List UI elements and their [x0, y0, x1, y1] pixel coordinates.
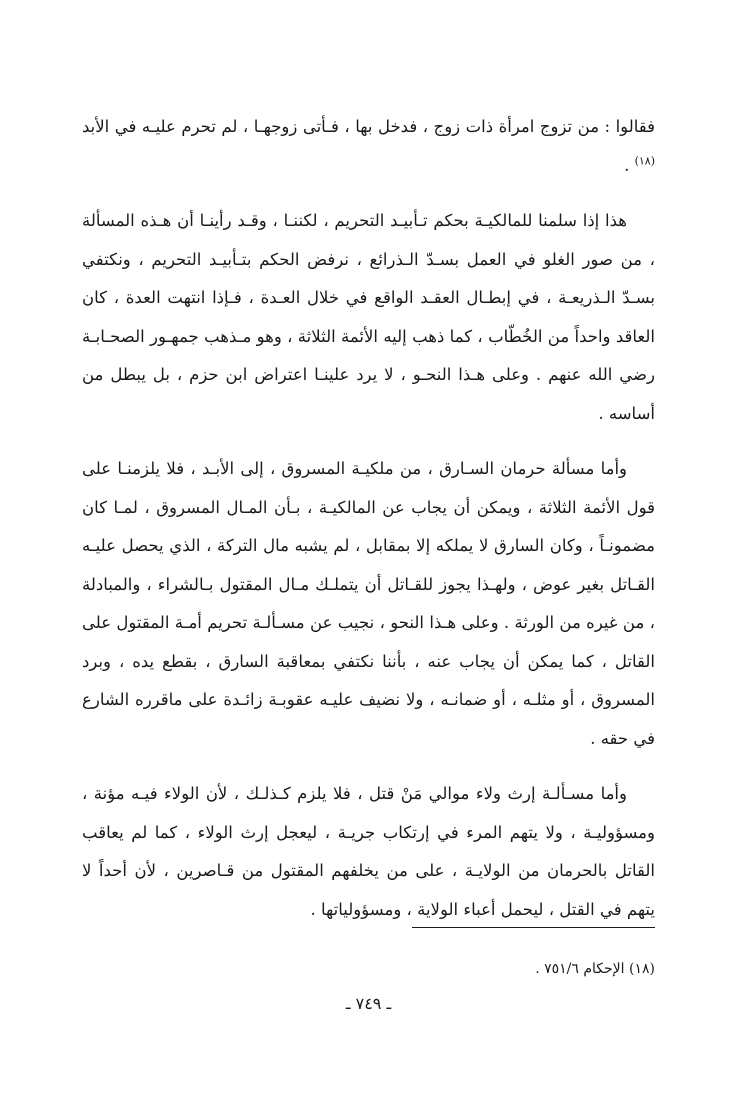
footnote-divider	[412, 927, 655, 928]
paragraph-2: هذا إذا سلمنا للمالكيـة بحكم تـأبيـد التحريم ، لكننـا ، وقـد رأينـا أن هـذه المسألة ، من صور الغلو في العمل بسـدّ الـذرائع ، نرفض الحكم بتـأبيـد التحريم ، ونكتفي بسـدّ الـذريعـة ، في إبطـال العقـد الواقع في خلال العـدة ، فـإذا انتهت العدة ، كان العاقد واحداً من الخُطّاب ، كما ذهب إليه الأئمة الثلاثة ، وهو مـذهب جمهـور الصحـابـة رضي الله عنهم . وعلى هـذا النحـو ، لا يرد علينـا اعتراض ابن حزم ، بل يبطل من أساسه .	[82, 211, 655, 423]
page-number: ـ ٧٤٩ ـ	[345, 994, 392, 1013]
footnote-text: الإحكام ٧٥١/٦ .	[535, 961, 625, 977]
paragraph-1-end: .	[624, 155, 635, 175]
paragraph-4: وأما مسـألـة إرث ولاء موالي مَنْ قتل ، فلا يلزم كـذلـك ، لأن الولاء فيـه مؤنة ، ومسؤوليـة ، ولا يتهم المرء في إرتكاب جريـة ، ليعجل إرث الولاء ، كما لم يعاقب القاتل بالحرمان من الولايـة ، على من يخلفهم المقتول من قـاصرين ، لأن أحداً لا يتهم في القتل ، ليحمل أعباء الولاية ، ومسؤولياتها .	[82, 784, 655, 919]
footnote-marker: (١٨)	[629, 961, 655, 977]
body-text	[82, 108, 655, 929]
paragraph-3: وأما مسألة حرمان السـارق ، من ملكيـة المسروق ، إلى الأبـد ، فلا يلزمنـا على قول الأئمة الثلاثة ، ويمكن أن يجاب عن المالكيـة ، بـأن المـال المسروق ، لمـا كان مضمونـاً ، وكان السارق لا يملكه إلا بمقابل ، لم يشبه مال التركة ، الذي يحصل عليـه القـاتل بغير عوض ، ولهـذا يجوز للقـاتل أن يتملـك مـال المقتول بـالشراء ، والمبادلة ، من غيره من الورثة . وعلى هـذا النحو ، نجيب عن مسـألـة تحريم أمـة المقتول على القاتل ، كما يمكن أن يجاب عنه ، بأننا نكتفي بمعاقبة السارق ، بقطع يده ، وبرد المسروق ، أو مثلـه ، أو ضمانـه ، ولا نضيف عليـه عقوبـة زائـدة على ماقرره الشارع في حقه .	[82, 459, 656, 748]
footnote-reference: (١٨)	[634, 154, 655, 167]
paragraph-1	[82, 108, 655, 185]
paragraph-1-text: فقالوا : من تزوج امرأة ذات زوج ، فدخل بها ، فـأتى زوجهـا ، لم تحرم عليـه في الأبد	[82, 117, 655, 136]
footnote	[535, 958, 655, 980]
